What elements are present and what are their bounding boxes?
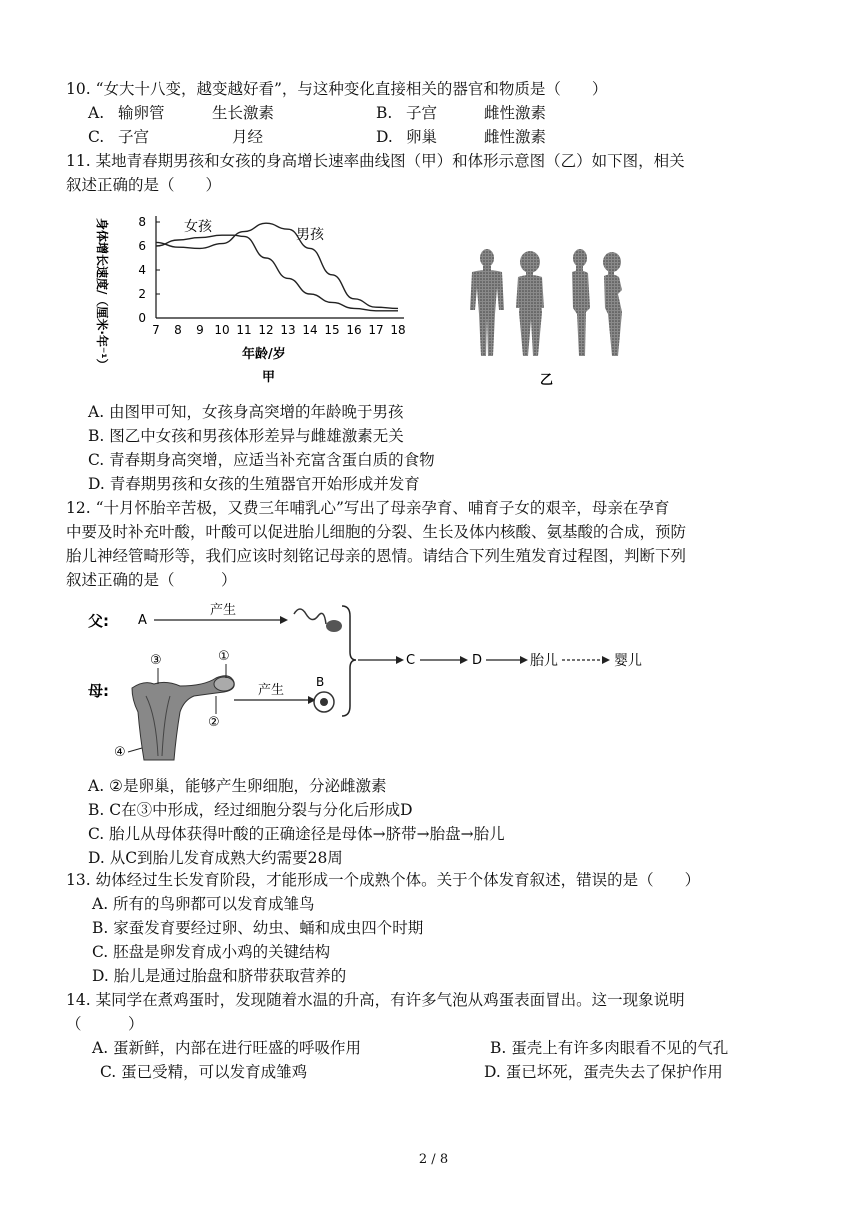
x-tick-label: 15	[324, 323, 340, 337]
reproduction-diagram	[84, 596, 674, 768]
x-tick-label: 17	[368, 323, 384, 337]
infant-label: 婴儿	[614, 653, 642, 669]
q10-option-b-letter: B.	[376, 104, 393, 122]
q12-option-b: B. C在③中形成，经过细胞分裂与分化后形成D	[88, 801, 413, 819]
marker-4: ④	[114, 745, 126, 760]
q13-option-a: A. 所有的鸟卵都可以发育成雏鸟	[92, 895, 315, 913]
page-number: 2 / 8	[418, 1152, 449, 1167]
q10-option-d-substance: 雌性激素	[484, 128, 547, 146]
y-tick-label: 8	[138, 215, 146, 229]
y-tick-label: 2	[138, 287, 146, 301]
q12-stem-line3: 胎儿神经管畸形等，我们应该时刻铭记母亲的恩情。请结合下列生殖发育过程图，判断下列	[66, 547, 687, 565]
q10-option-a-substance: 生长激素	[212, 104, 275, 122]
q12-stem-line1: 12. “十月怀胎辛苦极，又费三年哺乳心”写出了母亲孕育、哺育子女的艰辛，母亲在孕育	[66, 499, 670, 517]
y-axis-label: 身体增长速度/（厘米·年⁻¹）	[95, 218, 109, 371]
series-label-girl: 女孩	[184, 219, 212, 235]
x-ticks	[152, 323, 405, 337]
chart-caption: 甲	[262, 370, 276, 385]
q10-option-b-organ: 子宫	[406, 104, 438, 122]
x-tick-label: 8	[174, 323, 182, 337]
produce-label-2: 产生	[258, 683, 285, 698]
sperm-icon	[294, 609, 342, 632]
father-label: 父:	[88, 612, 109, 630]
series-line-girl	[156, 235, 398, 311]
q11-option-b: B. 图乙中女孩和男孩体形差异与雌雄激素无关	[88, 427, 404, 445]
x-tick-label: 18	[390, 323, 406, 337]
label-a: A	[138, 613, 147, 628]
merge-brace	[342, 606, 356, 716]
figure-yi-caption: 乙	[540, 373, 554, 388]
girl-front-silhouette	[516, 251, 544, 356]
marker-2: ②	[208, 715, 220, 730]
marker-3: ③	[150, 653, 162, 668]
x-tick-label: 11	[236, 323, 252, 337]
fetus-label: 胎儿	[530, 653, 558, 669]
label-b: B	[316, 675, 325, 689]
produce-label-1: 产生	[210, 603, 237, 618]
y-tick-label: 0	[138, 311, 146, 325]
x-tick-label: 16	[346, 323, 362, 337]
q11-stem-line1: 11. 某地青春期男孩和女孩的身高增长速率曲线图（甲）和体形示意图（乙）如下图，相关	[66, 152, 685, 170]
body-shape-figure	[462, 248, 642, 388]
y-tick-label: 6	[138, 239, 146, 253]
q12-option-c: C. 胎儿从母体获得叶酸的正确途径是母体→脐带→胎盘→胎儿	[88, 825, 505, 843]
q13-option-b: B. 家蚕发育要经过卵、幼虫、蛹和成虫四个时期	[92, 919, 424, 937]
q14-option-d: D. 蛋已坏死，蛋壳失去了保护作用	[484, 1063, 723, 1081]
q14-option-b: B. 蛋壳上有许多肉眼看不见的气孔	[490, 1039, 729, 1057]
q10-option-a-letter: A.	[88, 104, 105, 122]
q14-stem-line1: 14. 某同学在煮鸡蛋时，发现随着水温的升高，有许多气泡从鸡蛋表面冒出。这一现象说明	[66, 991, 685, 1009]
q12-option-a: A. ②是卵巢，能够产生卵细胞，分泌雌激素	[88, 777, 387, 795]
q14-option-a: A. 蛋新鲜，内部在进行旺盛的呼吸作用	[92, 1039, 362, 1057]
label-d: D	[472, 653, 483, 668]
q10-option-c-letter: C.	[88, 128, 105, 146]
q10-option-d-organ: 卵巢	[406, 128, 438, 146]
label-c: C	[406, 653, 416, 668]
x-tick-label: 7	[152, 323, 160, 337]
q13-option-c: C. 胚盘是卵发育成小鸡的关键结构	[92, 943, 331, 961]
q10-option-c-substance: 月经	[232, 128, 264, 146]
marker-1: ①	[218, 649, 230, 664]
chart-lines	[156, 223, 398, 311]
q13-stem: 13. 幼体经过生长发育阶段，才能形成一个成熟个体。关于个体发育叙述，错误的是（ ）	[66, 871, 701, 889]
q11-option-d: D. 青春期男孩和女孩的生殖器官开始形成并发育	[88, 475, 420, 493]
egg-cell-icon	[314, 692, 334, 712]
mother-label: 母:	[88, 682, 109, 700]
q14-stem-line2: （ ）	[66, 1015, 144, 1033]
q12-option-d: D. 从C到胎儿发育成熟大约需要28周	[88, 849, 343, 867]
series-line-boy	[156, 223, 398, 308]
q10-option-b-substance: 雌性激素	[484, 104, 547, 122]
q11-stem-line2: 叙述正确的是（ ）	[66, 176, 222, 194]
x-tick-label: 13	[280, 323, 296, 337]
girl-side-silhouette	[603, 252, 622, 356]
x-tick-label: 14	[302, 323, 318, 337]
q13-option-d: D. 胎儿是通过胎盘和脐带获取营养的	[92, 967, 347, 985]
q10-stem: 10. “女大十八变，越变越好看”，与这种变化直接相关的器官和物质是（ ）	[66, 80, 608, 98]
y-tick-label: 4	[138, 263, 146, 277]
x-tick-label: 9	[196, 323, 204, 337]
q14-option-c: C. 蛋已受精，可以发育成雏鸡	[100, 1063, 308, 1081]
q10-option-c-organ: 子宫	[118, 128, 150, 146]
x-tick-label: 10	[214, 323, 230, 337]
boy-side-silhouette	[572, 249, 590, 356]
q11-option-a: A. 由图甲可知，女孩身高突增的年龄晚于男孩	[88, 403, 404, 421]
q12-stem-line4: 叙述正确的是（ ）	[66, 571, 237, 589]
x-axis-label: 年龄/岁	[242, 347, 286, 362]
q11-option-c: C. 青春期身高突增，应适当补充富含蛋白质的食物	[88, 451, 435, 469]
q10-option-d-letter: D.	[376, 128, 393, 146]
growth-rate-chart	[84, 208, 414, 386]
q10-option-a-organ: 输卵管	[118, 104, 165, 122]
boy-front-silhouette	[470, 249, 504, 356]
y-ticks	[138, 215, 160, 325]
q12-stem-line2: 中要及时补充叶酸，叶酸可以促进胎儿细胞的分裂、生长及体内核酸、氨基酸的合成，预防	[66, 523, 687, 541]
x-tick-label: 12	[258, 323, 274, 337]
series-label-boy: 男孩	[296, 227, 324, 243]
